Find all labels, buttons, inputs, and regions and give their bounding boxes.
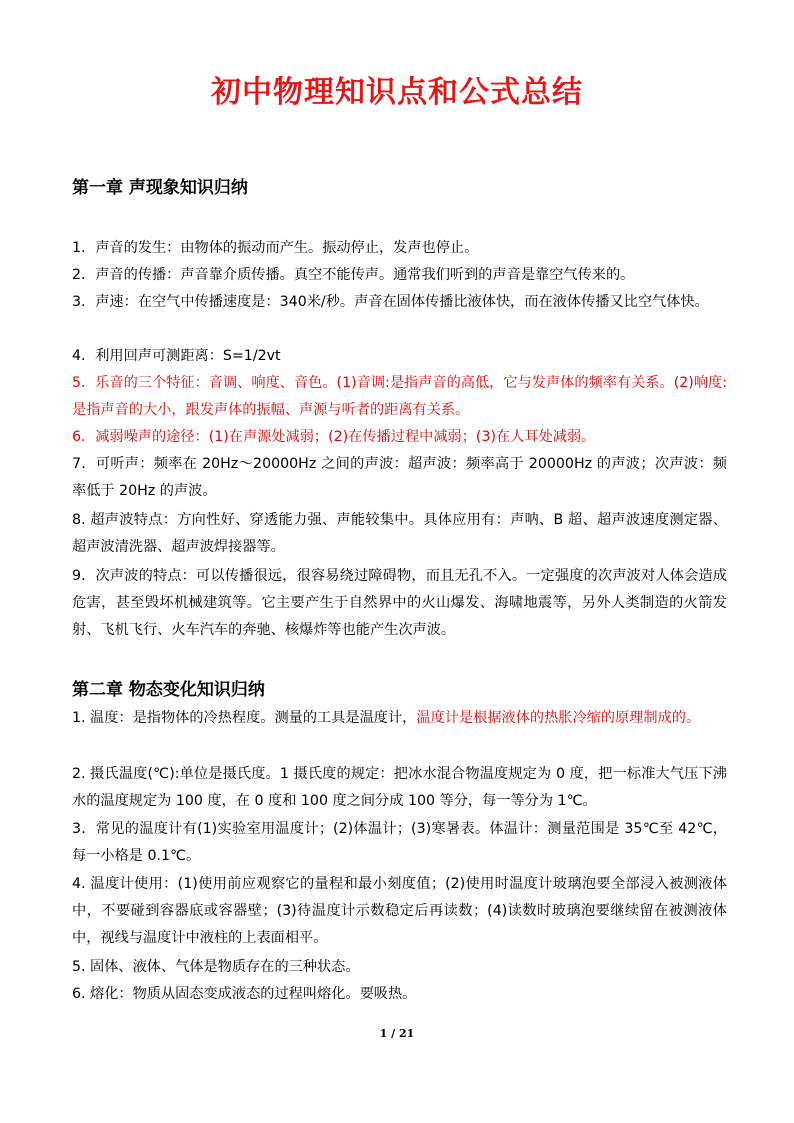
chapter-heading: 第一章 声现象知识归纳 [72, 178, 248, 198]
list-item: 3．声速：在空气中传播速度是：340米/秒。声音在固体传播比液体快，而在液体传播又比空气体快。 [72, 294, 709, 310]
list-item: 2．声音的传播：声音靠介质传播。真空不能传声。通常我们听到的声音是靠空气传来的。 [72, 267, 635, 283]
list-item: 4．利用回声可测距离：S=1/2vt [72, 348, 281, 364]
list-item: 8. 超声波特点：方向性好、穿透能力强、声能较集中。具体应用有：声呐、B 超、超声波速度测定器、超声波清洗器、超声波焊接器等。 [72, 512, 727, 555]
document-title: 初中物理知识点和公式总结 [211, 75, 583, 110]
page-number: 1 / 21 [379, 1027, 415, 1040]
list-item: 3．常见的温度计有(1)实验室用温度计；(2)体温计；(3)寒暑表。体温计：测量范围是 35℃至 42℃，每一小格是 0.1℃。 [72, 821, 727, 864]
list-item: 5．乐音的三个特征：音调、响度、音色。(1)音调:是指声音的高低，它与发声体的频率有关系。(2)响度:是指声音的大小，跟发声体的振幅、声源与听者的距离有关系。 [72, 375, 727, 418]
list-item: 4. 温度计使用：(1)使用前应观察它的量程和最小刻度值；(2)使用时温度计玻璃泡要全部浸入被测液体中，不要碰到容器底或容器壁；(3)待温度计示数稳定后再读数；(4)读数时玻璃泡要继续留在被测液体中，视线与温度计中液柱的上表面相平。 [72, 876, 727, 946]
chapter-heading: 第二章 物态变化知识归纳 [72, 680, 265, 700]
list-item: 1．声音的发生：由物体的振动而产生。振动停止，发声也停止。 [72, 240, 479, 256]
list-item: 2. 摄氏温度(℃):单位是摄氏度。1 摄氏度的规定：把冰水混合物温度规定为 0 度，把一标准大气压下沸水的温度规定为 100 度，在 0 度和 100 度之间分成 100 等分，每一等分为 1℃。 [72, 766, 727, 809]
list-item: 9．次声波的特点：可以传播很远，很容易绕过障碍物，而且无孔不入。一定强度的次声波对人体会造成危害，甚至毁坏机械建筑等。它主要产生于自然界中的火山爆发、海啸地震等，另外人类制造的火箭发射、飞机飞行、火车汽车的奔驰、核爆炸等也能产生次声波。 [72, 568, 727, 638]
list-item [72, 705, 727, 732]
list-item: 7．可听声：频率在 20Hz～20000Hz 之间的声波：超声波：频率高于 20000Hz 的声波；次声波：频率低于 20Hz 的声波。 [72, 456, 727, 499]
highlighted-text: 温度计是根据液体的热胀冷缩的原理制成的。 [416, 710, 701, 726]
list-item: 5. 固体、液体、气体是物质存在的三种状态。 [72, 959, 360, 975]
list-item: 6．减弱噪声的途径：(1)在声源处减弱；(2)在传播过程中减弱；(3)在人耳处减弱。 [72, 429, 596, 445]
list-item: 6. 熔化：物质从固态变成液态的过程叫熔化。要吸热。 [72, 986, 417, 1002]
item-text: 1. 温度：是指物体的冷热程度。测量的工具是温度计， [72, 710, 417, 726]
